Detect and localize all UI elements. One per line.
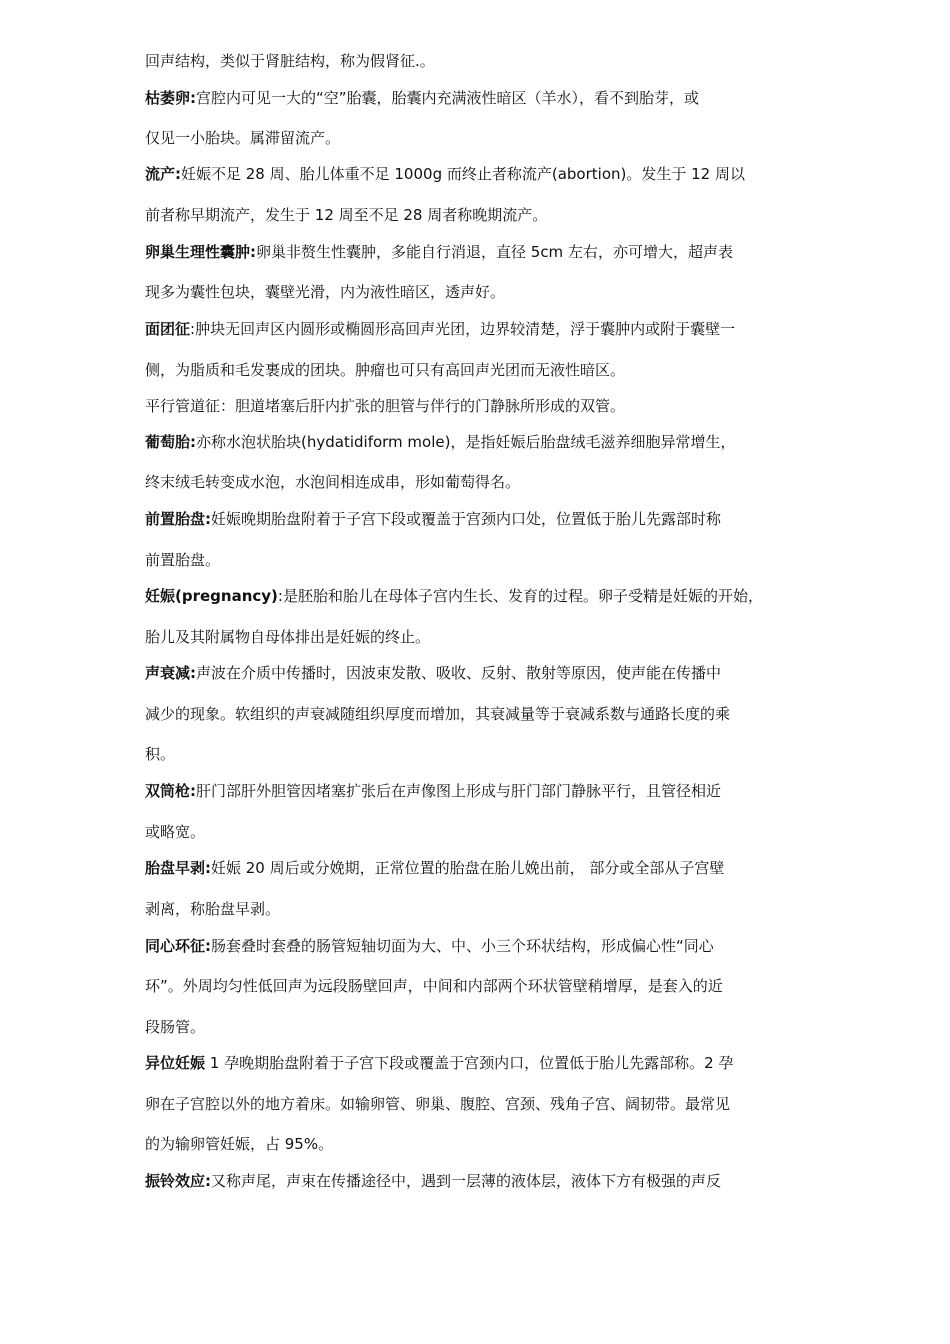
text-line xyxy=(145,585,825,607)
definition-text: 环”。外周均匀性低回声为远段肠壁回声，中间和内部两个环状管壁稍增厚，是套入的近 xyxy=(145,977,723,995)
text-line xyxy=(145,50,825,72)
definition-text: 积。 xyxy=(145,745,176,763)
text-line xyxy=(145,780,825,802)
term-label: 前置胎盘: xyxy=(145,510,211,528)
definition-text: 回声结构，类似于肾脏结构，称为假肾征.。 xyxy=(145,52,435,70)
definition-text: 又称声尾，声束在传播途径中，遇到一层薄的液体层，液体下方有极强的声反 xyxy=(211,1172,722,1190)
text-line xyxy=(145,471,825,493)
term-label: 振铃效应: xyxy=(145,1172,211,1190)
definition-text: 1 孕晚期胎盘附着于子宫下段或覆盖于宫颈内口，位置低于胎儿先露部称。2 孕 xyxy=(205,1054,734,1072)
definition-text: 段肠管。 xyxy=(145,1018,206,1036)
term-label: 异位妊娠 xyxy=(145,1054,206,1072)
definition-text: 终末绒毛转变成水泡，水泡间相连成串，形如葡萄得名。 xyxy=(145,473,521,491)
term-label: 面团征 xyxy=(145,320,191,338)
definition-text: 肠套叠时套叠的肠管短轴切面为大、中、小三个环状结构，形成偏心性“同心 xyxy=(211,937,714,955)
definition-text: 肝门部肝外胆管因堵塞扩张后在声像图上形成与肝门部门静脉平行，且管径相近 xyxy=(196,782,722,800)
definition-text: 侧，为脂质和毛发裹成的团块。肿瘤也可只有高回声光团而无液性暗区。 xyxy=(145,361,626,379)
definition-text: 现多为囊性包块，囊壁光滑，内为液性暗区，透声好。 xyxy=(145,283,506,301)
definition-text: 卵在子宫腔以外的地方着床。如输卵管、卵巢、腹腔、宫颈、残角子宫、阔韧带。最常见 xyxy=(145,1095,731,1113)
term-label: 葡萄胎: xyxy=(145,433,196,451)
term-label: 胎盘早剥: xyxy=(145,859,211,877)
text-line xyxy=(145,1133,825,1155)
definition-text: 或略宽。 xyxy=(145,823,206,841)
definition-text: 前置胎盘。 xyxy=(145,551,221,569)
definition-text: 的为输卵管妊娠，占 95%。 xyxy=(145,1135,334,1153)
text-line xyxy=(145,87,825,109)
definition-text: 前者称早期流产，发生于 12 周至不足 28 周者称晚期流产。 xyxy=(145,206,548,224)
definition-text: 妊娠不足 28 周、胎儿体重不足 1000g 而终止者称流产(abortion)。发生于 12 周以 xyxy=(181,165,745,183)
term-label: 双筒枪: xyxy=(145,782,196,800)
term-label: 妊娠(pregnancy) xyxy=(145,587,278,605)
definition-text: 声波在介质中传播时，因波束发散、吸收、反射、散射等原因，使声能在传播中 xyxy=(196,664,722,682)
text-line xyxy=(145,1052,825,1074)
text-line xyxy=(145,626,825,648)
definition-text: 妊娠晚期胎盘附着于子宫下段或覆盖于宫颈内口处，位置低于胎儿先露部时称 xyxy=(211,510,722,528)
text-line xyxy=(145,898,825,920)
text-line xyxy=(145,431,825,453)
text-line xyxy=(145,241,825,263)
text-line xyxy=(145,1093,825,1115)
text-line xyxy=(145,975,825,997)
text-line xyxy=(145,163,825,185)
definition-text: 平行管道征：胆道堵塞后肝内扩张的胆管与伴行的门静脉所形成的双管。 xyxy=(145,397,626,415)
definition-text: 胎儿及其附属物自母体排出是妊娠的终止。 xyxy=(145,628,431,646)
text-line xyxy=(145,821,825,843)
text-line xyxy=(145,549,825,571)
text-line xyxy=(145,1170,825,1192)
text-line xyxy=(145,318,825,340)
definition-text: 卵巢非赘生性囊肿，多能自行消退，直径 5cm 左右，亦可增大，超声表 xyxy=(256,243,733,261)
text-line xyxy=(145,703,825,725)
text-line xyxy=(145,281,825,303)
term-label: 流产: xyxy=(145,165,181,183)
text-line xyxy=(145,1016,825,1038)
term-label: 枯萎卵: xyxy=(145,89,196,107)
definition-text: 减少的现象。软组织的声衰减随组织厚度而增加，其衰减量等于衰减系数与通路长度的乘 xyxy=(145,705,731,723)
definition-text: 仅见一小胎块。属滞留流产。 xyxy=(145,129,341,147)
definition-text: 剥离，称胎盘早剥。 xyxy=(145,900,281,918)
text-line xyxy=(145,395,825,417)
text-line xyxy=(145,127,825,149)
text-line xyxy=(145,935,825,957)
term-label: 声衰减: xyxy=(145,664,196,682)
term-label: 同心环征: xyxy=(145,937,211,955)
text-line xyxy=(145,359,825,381)
term-label: 卵巢生理性囊肿: xyxy=(145,243,256,261)
definition-text: :是胚胎和胎儿在母体子宫内生长、发育的过程。卵子受精是妊娠的开始， xyxy=(277,587,763,605)
definition-text: 宫腔内可见一大的“空”胎囊，胎囊内充满液性暗区（羊水），看不到胎芽，或 xyxy=(196,89,700,107)
text-line xyxy=(145,204,825,226)
definition-text: 妊娠 20 周后或分娩期，正常位置的胎盘在胎儿娩出前， 部分或全部从子宫壁 xyxy=(211,859,725,877)
text-line xyxy=(145,857,825,879)
definition-text: :肿块无回声区内圆形或椭圆形高回声光团，边界较清楚，浮于囊肿内或附于囊壁一 xyxy=(190,320,736,338)
text-line xyxy=(145,743,825,765)
text-line xyxy=(145,508,825,530)
definition-text: 亦称水泡状胎块(hydatidiform mole)，是指妊娠后胎盘绒毛滋养细胞异常增生， xyxy=(196,433,736,451)
text-line xyxy=(145,662,825,684)
